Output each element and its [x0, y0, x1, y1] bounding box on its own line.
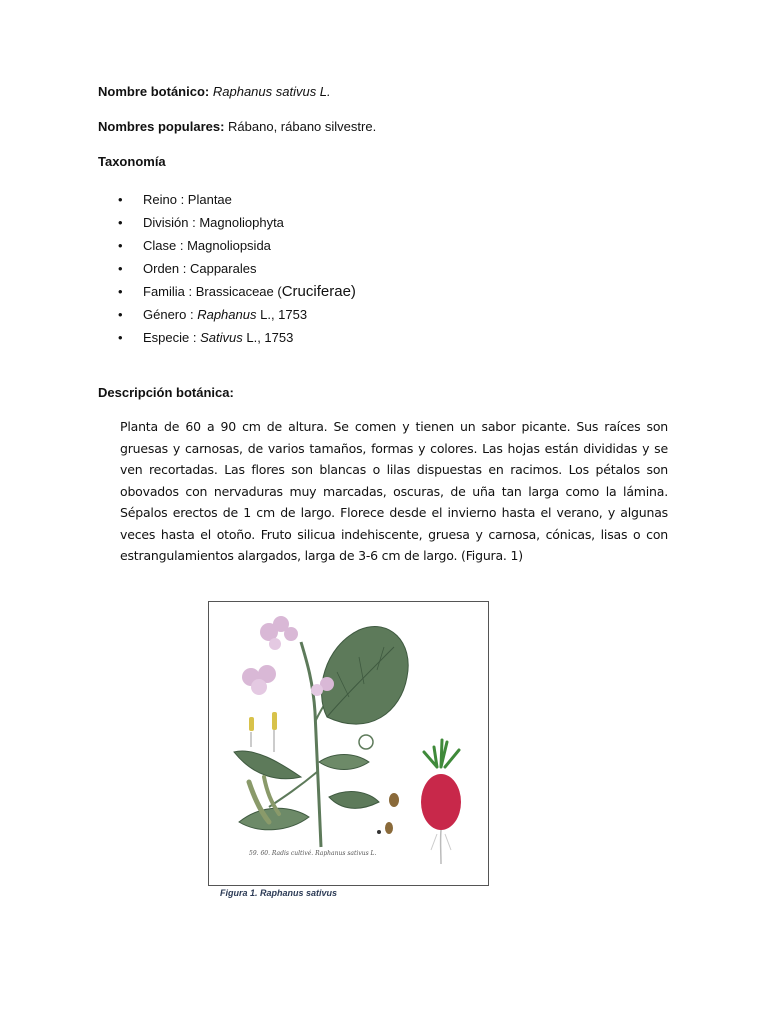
taxonomy-item [118, 236, 356, 259]
figure-caption: Figura 1. Raphanus sativus [220, 888, 338, 898]
taxonomy-item [118, 213, 356, 236]
popular-names-line [98, 119, 376, 134]
figure-illustration [208, 601, 489, 886]
botanical-name-value: Raphanus sativus L. [212, 84, 331, 99]
taxonomy-item [118, 282, 356, 305]
taxonomy-item-text: Reino : Plantae [143, 192, 232, 207]
taxonomy-item [118, 328, 356, 351]
taxonomy-item-text: Género : [143, 307, 198, 322]
raphanus-illustration [209, 602, 488, 885]
taxonomy-item-text: División : Magnoliophyta [143, 215, 284, 230]
botanical-name-label: Nombre botánico: [98, 84, 210, 99]
taxonomy-item-author: L., 1753 [242, 330, 294, 345]
taxonomy-item [118, 259, 356, 282]
popular-names-label: Nombres populares: [98, 119, 225, 134]
taxonomy-item-species: Sativus [200, 330, 243, 345]
taxonomy-item-text: Especie : [143, 330, 201, 345]
botanical-name-line [98, 84, 331, 99]
taxonomy-list [118, 190, 356, 351]
taxonomy-item-text: Clase : Magnoliopsida [143, 238, 271, 253]
family-close-paren: ) [350, 283, 356, 300]
taxonomy-item-genus: Raphanus [197, 307, 257, 322]
taxonomy-item [118, 305, 356, 328]
taxonomy-item-author: L., 1753 [256, 307, 308, 322]
taxonomy-heading: Taxonomía [98, 154, 166, 169]
family-alt-name: Cruciferae [281, 283, 351, 300]
taxonomy-item [118, 190, 356, 213]
description-paragraph: Planta de 60 a 90 cm de altura. Se comen y tienen un sabor picante. Sus raíces son gruesas y carnosas, de varios tamaños, formas y colores. Las hojas están divididas y se ven recortadas. Las flores son blancas o lilas dispuestas en racimos. Los pétalos son obovados con nervaduras muy marcadas, oscuras, de uña tan larga como la lámina. Sépalos erectos de 1 cm de largo. Florece desde el invierno hasta el verano, y algunas veces hasta el otoño. Fruto silicua indehiscente, gruesa y carnosa, cónicas, lisas o con estrangulamientos alargados, larga de 3-6 cm de largo. (Figura. 1) [120, 419, 668, 563]
taxonomy-item-text: Familia : Brassicaceae ( [143, 284, 282, 299]
description-heading: Descripción botánica: [98, 385, 234, 400]
popular-names-value: Rábano, rábano silvestre. [228, 119, 377, 134]
plate-label: 59. 60. Radis cultivé. Raphanus sativus L. [249, 850, 377, 857]
taxonomy-item-text: Orden : Capparales [143, 261, 257, 276]
